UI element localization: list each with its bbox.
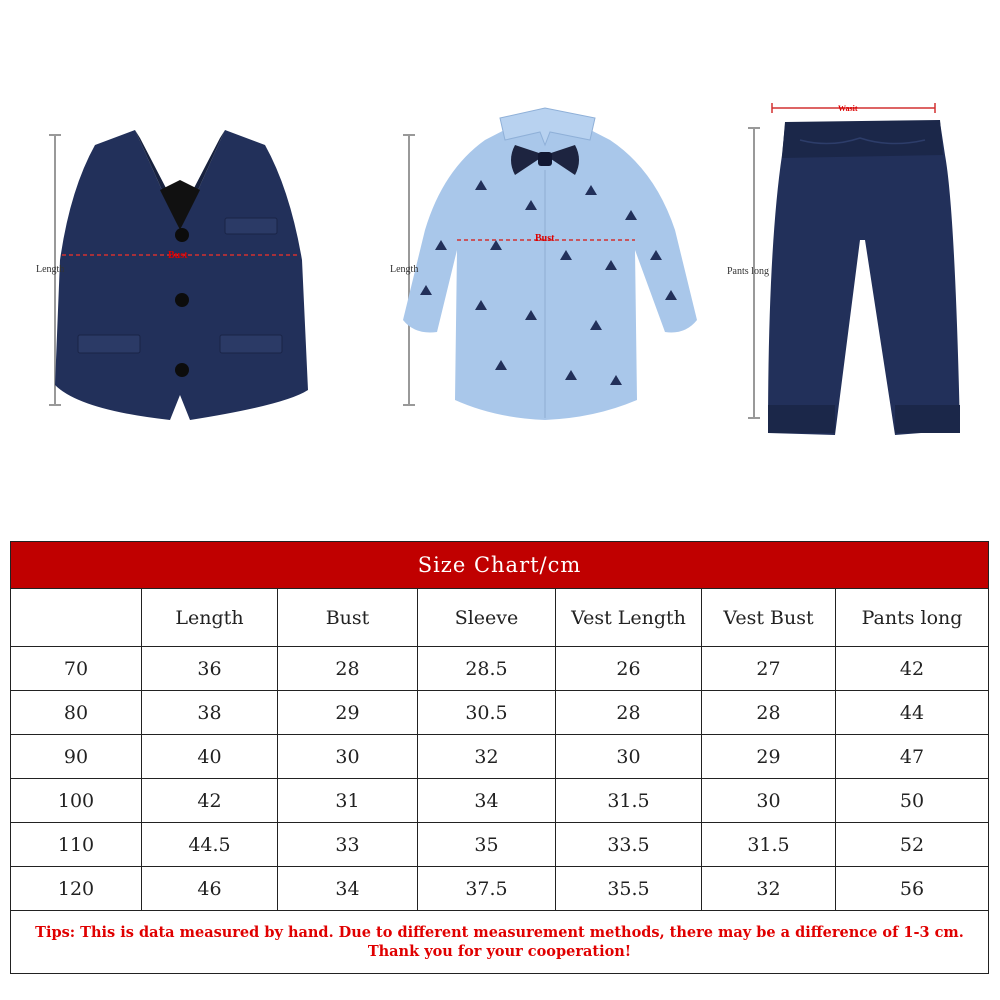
table-cell: 36 [142,647,278,691]
header-cell: Length [142,589,278,647]
table-cell: 34 [278,867,418,911]
table-cell: 28.5 [418,647,556,691]
table-cell: 44.5 [142,823,278,867]
size-cell: 80 [11,691,142,735]
table-cell: 34 [418,779,556,823]
header-cell: Pants long [836,589,989,647]
shirt-bust-label: Bust [535,233,555,244]
shirt-length-label: Length [390,264,419,275]
pants-image [740,100,975,445]
table-cell: 29 [702,735,836,779]
table-cell: 42 [142,779,278,823]
table-cell: 52 [836,823,989,867]
header-cell: Vest Bust [702,589,836,647]
table-cell: 38 [142,691,278,735]
table-row [11,867,989,911]
table-cell: 33.5 [556,823,702,867]
header-cell [11,589,142,647]
table-cell: 31.5 [556,779,702,823]
table-cell: 27 [702,647,836,691]
table-cell: 44 [836,691,989,735]
table-cell: 42 [836,647,989,691]
table-cell: 30 [556,735,702,779]
table-cell: 31 [278,779,418,823]
table-cell: 50 [836,779,989,823]
table-cell: 40 [142,735,278,779]
table-cell: 30 [702,779,836,823]
table-row [11,735,989,779]
table-cell: 29 [278,691,418,735]
table-cell: 46 [142,867,278,911]
table-row [11,691,989,735]
size-cell: 110 [11,823,142,867]
table-cell: 26 [556,647,702,691]
table-cell: 32 [418,735,556,779]
waist-label: Wasit [838,104,858,113]
shirt-image [395,100,705,425]
size-chart-table [10,541,989,974]
size-cell: 100 [11,779,142,823]
vest-image [40,120,320,420]
table-cell: 32 [702,867,836,911]
table-cell: 35.5 [556,867,702,911]
header-cell: Vest Length [556,589,702,647]
table-cell: 47 [836,735,989,779]
table-cell: 30.5 [418,691,556,735]
header-row [11,589,989,647]
tips-text: Tips: This is data measured by hand. Due to different measurement methods, there may be a difference of 1-3 cm. Thank you for your cooperation! [11,911,989,974]
table-cell: 56 [836,867,989,911]
table-cell: 28 [278,647,418,691]
table-row [11,647,989,691]
table-cell: 28 [556,691,702,735]
table-row [11,779,989,823]
header-cell: Sleeve [418,589,556,647]
size-cell: 90 [11,735,142,779]
table-cell: 31.5 [702,823,836,867]
table-cell: 35 [418,823,556,867]
table-cell: 28 [702,691,836,735]
table-cell: 30 [278,735,418,779]
size-cell: 70 [11,647,142,691]
table-cell: 37.5 [418,867,556,911]
table-cell: 33 [278,823,418,867]
table-row [11,823,989,867]
size-cell: 120 [11,867,142,911]
pants-long-label: Pants long [727,266,769,277]
vest-length-label: Length [36,264,65,275]
size-chart-title: Size Chart/cm [11,542,989,589]
vest-bust-label: Bust [168,250,188,261]
header-cell: Bust [278,589,418,647]
